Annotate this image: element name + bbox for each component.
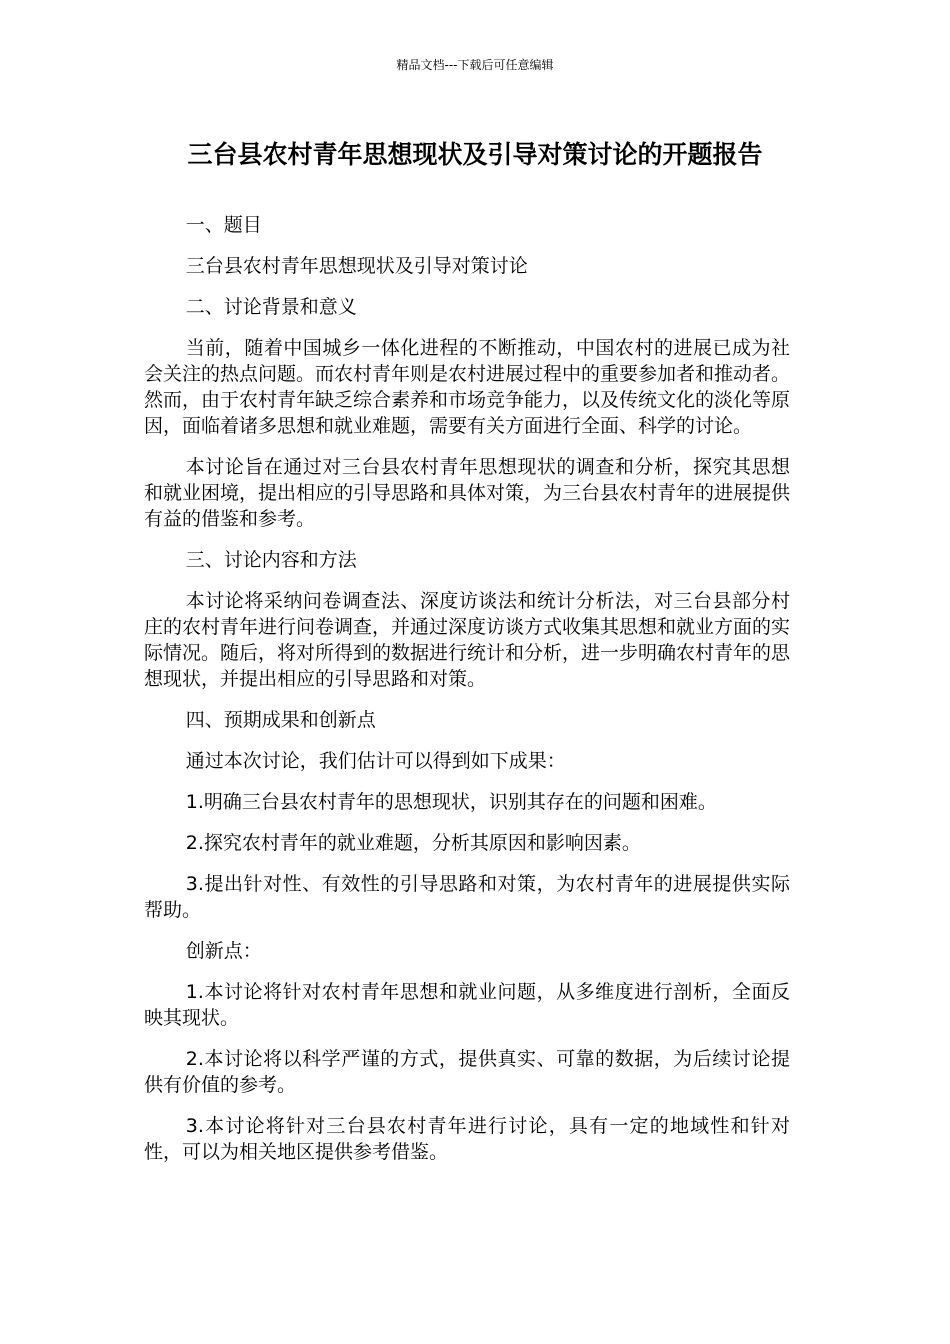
- body-paragraph: 通过本次讨论，我们估计可以得到如下成果：: [185, 750, 566, 772]
- body-paragraph: 当前，随着中国城乡一体化进程的不断推动，中国农村的进展已成为社会关注的热点问题。而农村青年则是农村进展过程中的重要参加者和推动者。然而，由于农村青年缺乏综合素养和市场竞争能力，以及传统文化的淡化等原因，面临着诸多思想和就业难题，需要有关方面进行全面、科学的讨论。: [144, 337, 791, 437]
- section-heading-topic: 一、题目: [185, 214, 262, 236]
- topic-text: 三台县农村青年思想现状及引导对策讨论: [185, 255, 528, 277]
- subheading-innovation: 创新点：: [185, 940, 262, 962]
- list-item: 1.本讨论将针对农村青年思想和就业问题，从多维度进行剖析，全面反映其现状。: [144, 981, 790, 1029]
- list-item: 1.明确三台县农村青年的思想现状，识别其存在的问题和困难。: [185, 791, 717, 813]
- section-heading-results: 四、预期成果和创新点: [185, 709, 376, 731]
- page-header: 精品文档---下载后可任意编辑: [396, 58, 554, 72]
- list-item: 3.本讨论将针对三台县农村青年进行讨论，具有一定的地域性和针对性，可以为相关地区提供参考借鉴。: [144, 1115, 790, 1163]
- section-heading-content-method: 三、讨论内容和方法: [185, 549, 357, 571]
- list-item: 3.提出针对性、有效性的引导思路和对策，为农村青年的进展提供实际帮助。: [144, 873, 790, 921]
- page-title: 三台县农村青年思想现状及引导对策讨论的开题报告: [187, 140, 763, 169]
- list-item: 2.探究农村青年的就业难题，分析其原因和影响因素。: [185, 832, 641, 854]
- section-heading-background: 二、讨论背景和意义: [185, 296, 357, 318]
- document-body: [144, 212, 790, 1180]
- body-paragraph: 本讨论将采纳问卷调查法、深度访谈法和统计分析法，对三台县部分村庄的农村青年进行问卷调查，并通过深度访谈方式收集其思想和就业方面的实际情况。随后，将对所得到的数据进行统计和分析，进一步明确农村青年的思想现状，并提出相应的引导思路和对策。: [144, 590, 791, 690]
- body-paragraph: 本讨论旨在通过对三台县农村青年思想现状的调查和分析，探究其思想和就业困境，提出相应的引导思路和具体对策，为三台县农村青年的进展提供有益的借鉴和参考。: [144, 456, 791, 530]
- list-item: 2.本讨论将以科学严谨的方式，提供真实、可靠的数据，为后续讨论提供有价值的参考。: [144, 1048, 790, 1096]
